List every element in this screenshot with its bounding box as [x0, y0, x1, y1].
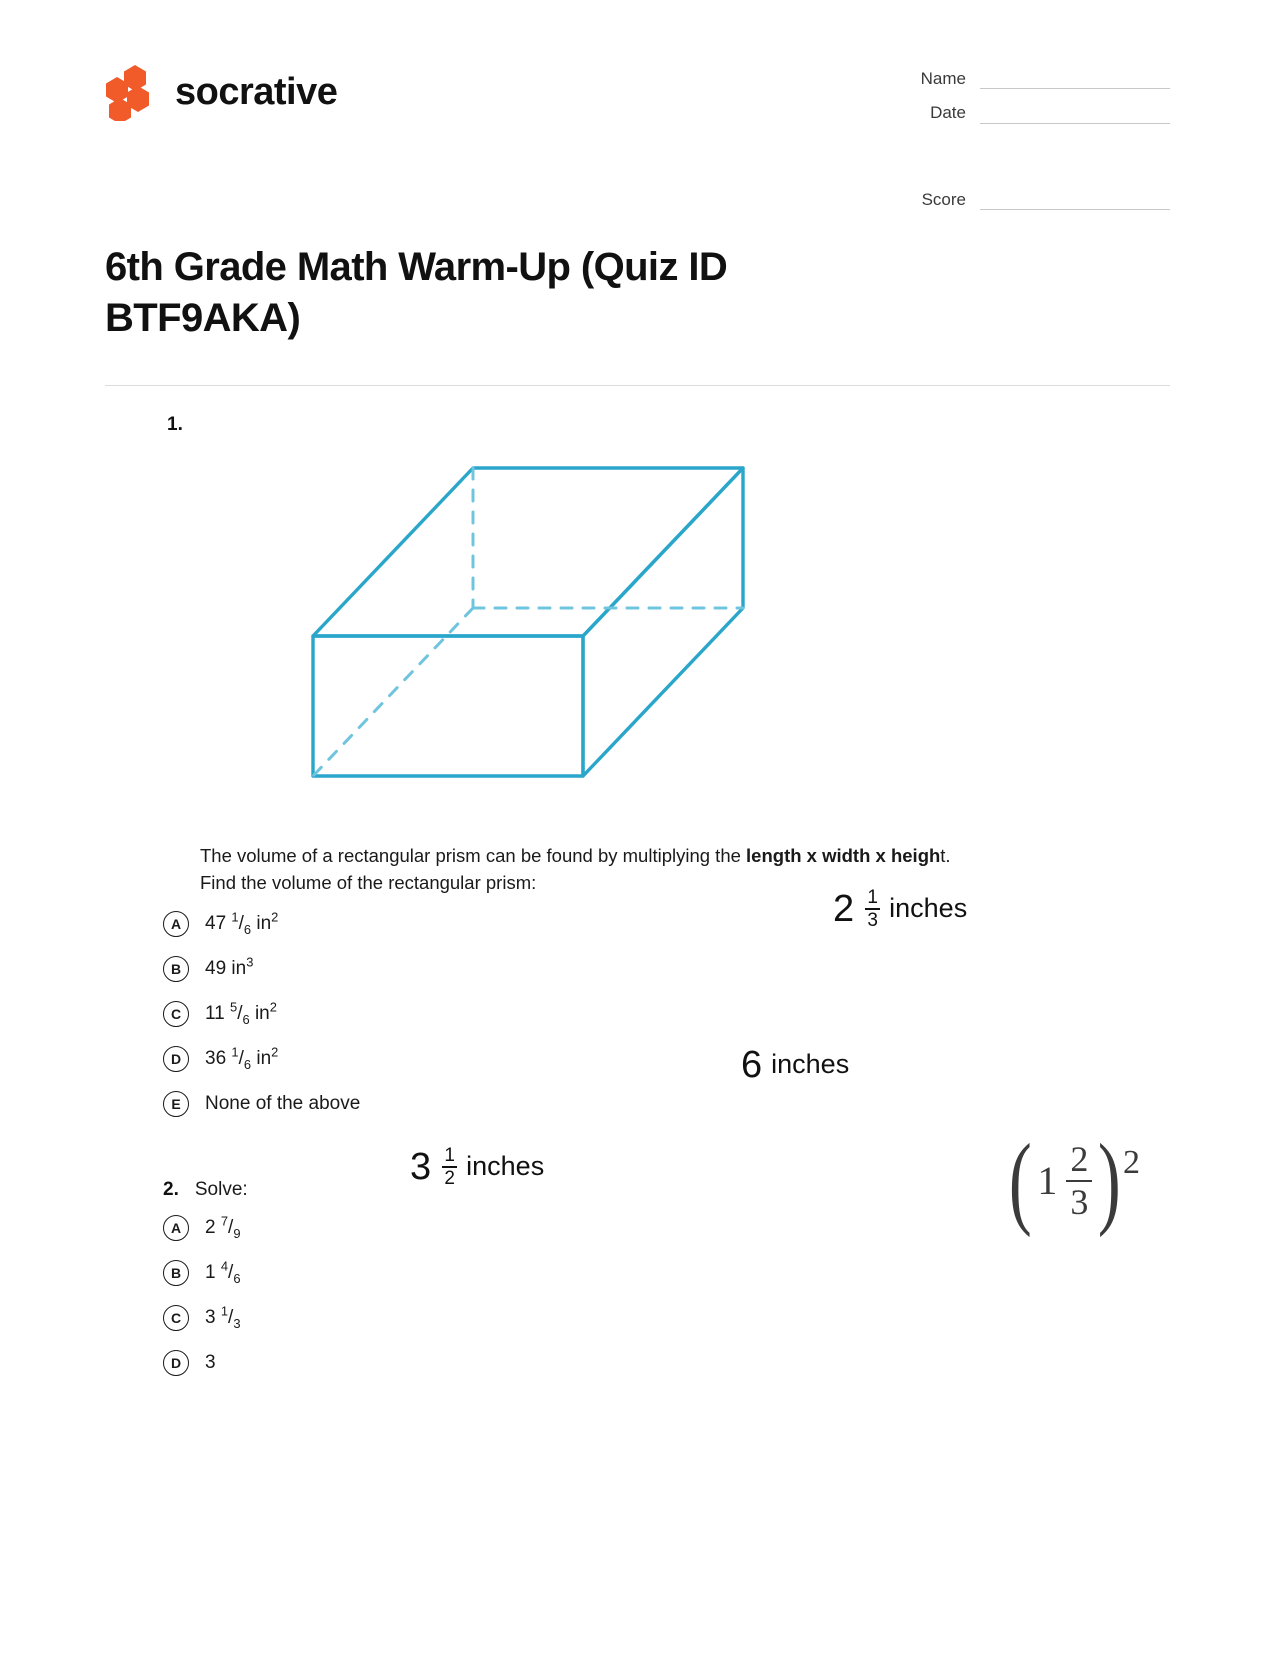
height-denominator: 3 [867, 909, 878, 931]
socrative-hexagon-logo-icon [105, 63, 157, 121]
choice-label-a: 47 $^1/_6$ $in^2$ [205, 909, 279, 937]
question-1-number: 1. [167, 413, 183, 435]
width-whole: 3 [410, 1145, 432, 1188]
choice-bubble-c[interactable]: C [163, 1305, 189, 1331]
question-2-number: 2. [163, 1179, 179, 1201]
stem-text-bold: length x width x heigh [746, 844, 941, 866]
expression-exponent: 2 [1123, 1144, 1140, 1181]
open-paren: ( [1008, 1123, 1032, 1238]
question-1-choices [105, 911, 1170, 1117]
width-denominator: 2 [444, 1167, 455, 1189]
height-fraction [865, 888, 880, 930]
choice-bubble-a[interactable]: A [163, 911, 189, 937]
choice-bubble-a[interactable]: A [163, 1215, 189, 1241]
choice-label-d: 36 $^1/_6$ $in^2$ [205, 1044, 279, 1072]
choice-2-c[interactable] [163, 1305, 1170, 1331]
mixed-number [1037, 1138, 1092, 1222]
name-field-row [840, 69, 1170, 89]
choice-label-a: 2 $^7/_9$ [205, 1213, 241, 1241]
date-input-line[interactable] [980, 104, 1170, 124]
expression-numerator: 2 [1070, 1138, 1089, 1179]
name-input-line[interactable] [980, 69, 1170, 89]
choice-2-d[interactable] [163, 1350, 1170, 1376]
height-dimension-label [833, 888, 967, 930]
question-1 [0, 413, 1275, 1189]
score-label: Score [921, 189, 966, 209]
choice-1-b[interactable] [163, 956, 1170, 982]
stem-text-part1: The volume of a rectangular prism can be found by multiplying the [200, 844, 747, 866]
score-field-row [840, 190, 1170, 210]
choice-bubble-d[interactable]: D [163, 1350, 189, 1376]
brand-name: socrative [175, 71, 338, 113]
date-field-row [840, 103, 1170, 123]
prism-hidden-edges [313, 468, 743, 776]
date-label: Date [930, 103, 966, 123]
depth-unit: inches [771, 1049, 850, 1080]
choice-label-b: 49 $in^3$ [205, 954, 254, 980]
choice-2-b[interactable] [163, 1260, 1170, 1286]
choice-label-b: 1 $^4/_6$ [205, 1258, 241, 1286]
choice-label-c: 11 $^5/_6$ $in^2$ [205, 999, 277, 1027]
choice-1-a[interactable] [163, 911, 1170, 937]
width-numerator: 1 [444, 1144, 455, 1166]
expression-denominator: 3 [1070, 1181, 1089, 1222]
close-paren: ) [1098, 1123, 1122, 1238]
header-divider [105, 385, 1170, 386]
choice-1-c[interactable] [163, 1001, 1170, 1027]
choice-bubble-b[interactable]: B [163, 1260, 189, 1286]
choice-bubble-b[interactable]: B [163, 956, 189, 982]
choice-1-d[interactable] [163, 1046, 1170, 1072]
question-2-choices [105, 1215, 1170, 1376]
stem-text-line2: Find the volume of the rectangular prism: [200, 872, 537, 894]
stem-text-part2: t. [940, 844, 951, 866]
choice-label-c: 3 $^1/_3$ [205, 1303, 241, 1331]
height-unit: inches [889, 893, 968, 924]
score-input-line[interactable] [980, 190, 1170, 210]
question-2-prompt: Solve: [194, 1179, 248, 1201]
title-block [0, 224, 840, 344]
student-info-fields [840, 55, 1170, 224]
choice-1-e[interactable] [163, 1091, 1170, 1117]
prism-svg [288, 458, 988, 818]
expression-whole: 1 [1037, 1158, 1058, 1204]
choice-label-d: 3 [205, 1352, 216, 1374]
page-title: 6th Grade Math Warm-Up (Quiz ID BTF9AKA) [105, 245, 728, 341]
choice-bubble-e[interactable]: E [163, 1091, 189, 1117]
height-whole: 2 [833, 887, 855, 930]
choice-label-e: None of the above [205, 1093, 361, 1115]
height-numerator: 1 [867, 886, 878, 908]
name-label: Name [920, 69, 966, 88]
brand-logo [105, 63, 337, 121]
page-header [0, 0, 1275, 224]
depth-dimension-label [741, 1043, 850, 1086]
expression-fraction [1066, 1138, 1092, 1222]
depth-whole: 6 [741, 1043, 763, 1086]
choice-bubble-d[interactable]: D [163, 1046, 189, 1072]
width-unit: inches [466, 1151, 545, 1182]
choice-bubble-c[interactable]: C [163, 1001, 189, 1027]
question-2-expression [1003, 1123, 1140, 1238]
